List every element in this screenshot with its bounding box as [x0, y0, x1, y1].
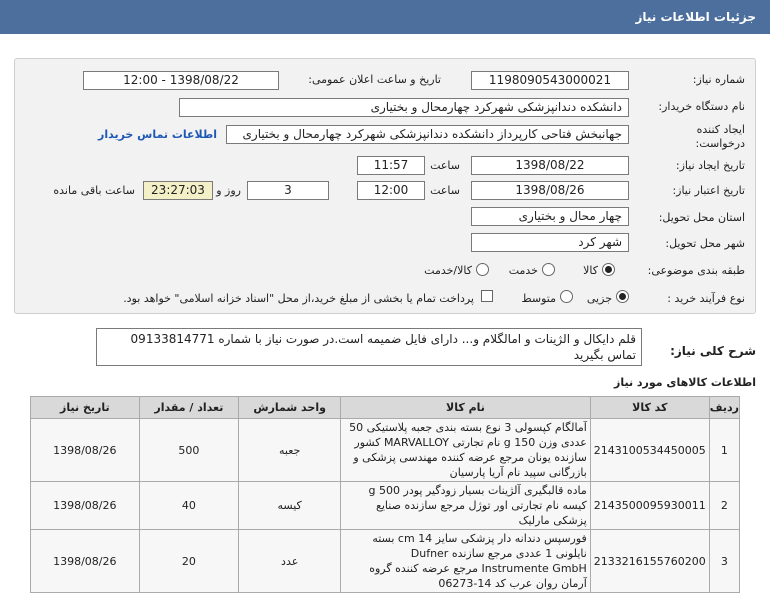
buyer-field: دانشکده دندانپزشکی شهرکرد چهارمحال و بختیاری — [179, 98, 629, 117]
creator-field: جهانبخش فتاحی کارپرداز دانشکده دندانپزشکی شهرکرد چهارمحال و بختیاری — [226, 125, 629, 144]
need-number-field: 1198090543000021 — [471, 71, 629, 90]
table-row — [31, 482, 740, 530]
page-title: جزئیات اطلاعات نیاز — [635, 10, 756, 24]
col-qty-header: تعداد / مقدار — [139, 397, 239, 419]
category-radio-goods[interactable] — [602, 263, 615, 276]
cell-row: 2 — [709, 482, 739, 530]
announce-field — [83, 71, 279, 90]
category-goods-service-label: کالا/خدمت — [424, 264, 472, 277]
buyer-contact-link[interactable]: اطلاعات تماس خریدار — [97, 128, 217, 141]
create-date-field: 1398/08/22 — [471, 156, 629, 175]
remaining-label: ساعت باقی مانده — [53, 184, 135, 197]
province-label: استان محل تحویل: — [658, 211, 745, 224]
validity-time-field: 12:00 — [357, 181, 425, 200]
cell-code: 2143500095930011 — [590, 482, 709, 530]
cell-code: 2133216155760200 — [590, 530, 709, 593]
create-time-label: ساعت — [430, 159, 460, 172]
remaining-time-field: 23:27:03 — [143, 181, 213, 200]
cell-date: 1398/08/26 — [31, 482, 140, 530]
need-details-panel — [14, 58, 756, 314]
col-name-header: نام کالا — [341, 397, 591, 419]
category-label: طبقه بندی موضوعی: — [647, 264, 745, 277]
cell-code: 2143100534450005 — [590, 419, 709, 482]
page-header — [0, 0, 770, 34]
table-row — [31, 419, 740, 482]
city-label: شهر محل تحویل: — [665, 237, 745, 250]
table-header-row — [31, 397, 740, 419]
treasury-checkbox[interactable] — [481, 290, 493, 302]
col-unit-header: واحد شمارش — [239, 397, 341, 419]
cell-name: فورسپس دندانه دار پزشکی سایز 14 cm بسته نایلونی 1 عددی مرجع سازنده Dufner Instrumente GmbH مرجع عرضه کننده گروه آرمان روان عرب کد 14-06273 — [341, 530, 591, 593]
cell-date: 1398/08/26 — [31, 419, 140, 482]
description-box: قلم دایکال و الژینات و امالگلام و... دارای فایل ضمیمه است.در صورت نیاز با شماره 09133814771 تماس بگیرید — [96, 328, 642, 366]
cell-qty: 40 — [139, 482, 239, 530]
need-number-label: شماره نیاز: — [692, 73, 745, 86]
process-radio-minor[interactable] — [616, 290, 629, 303]
cell-row: 1 — [709, 419, 739, 482]
process-radio-medium[interactable] — [560, 290, 573, 303]
province-field: چهار محال و بختیاری — [471, 207, 629, 226]
items-section-title: اطلاعات کالاهای مورد نیاز — [614, 376, 756, 389]
validity-label: تاریخ اعتبار نیاز: — [672, 184, 745, 197]
city-field: شهر کرد — [471, 233, 629, 252]
cell-row: 3 — [709, 530, 739, 593]
process-label: نوع فرآیند خرید : — [667, 292, 745, 305]
create-date-label: تاریخ ایجاد نیاز: — [675, 159, 745, 172]
process-medium-label: متوسط — [521, 292, 556, 305]
cell-qty: 500 — [139, 419, 239, 482]
buyer-label: نام دستگاه خریدار: — [658, 100, 745, 113]
cell-unit: جعبه — [239, 419, 341, 482]
category-goods-label: کالا — [583, 264, 598, 277]
cell-qty: 20 — [139, 530, 239, 593]
category-radio-goods-service[interactable] — [476, 263, 489, 276]
col-date-header: تاریخ نیاز — [31, 397, 140, 419]
validity-date-field: 1398/08/26 — [471, 181, 629, 200]
col-code-header: کد کالا — [590, 397, 709, 419]
announce-value: 1398/08/22 - 12:00 — [123, 73, 239, 87]
category-service-label: خدمت — [508, 264, 538, 277]
process-minor-label: جزیی — [586, 292, 612, 305]
cell-unit: عدد — [239, 530, 341, 593]
table-row — [31, 530, 740, 593]
cell-name: ماده قالبگیری آلژینات بسیار زودگیر پودر 500 g کیسه نام تجارتی اور توژل مرجع سازنده صنایع پزشکی مارلیک — [341, 482, 591, 530]
validity-time-label: ساعت — [430, 184, 460, 197]
payment-note: پرداخت تمام یا بخشی از مبلغ خرید،از محل "اسناد خزانه اسلامی" خواهد بود. — [123, 292, 474, 305]
col-row-header: ردیف — [709, 397, 739, 419]
create-time-field: 11:57 — [357, 156, 425, 175]
announce-label: تاریخ و ساعت اعلان عمومی: — [308, 73, 441, 86]
description-label: شرح کلی نیاز: — [670, 344, 756, 358]
days-label: روز و — [216, 184, 241, 197]
items-table — [30, 396, 740, 593]
category-radio-service[interactable] — [542, 263, 555, 276]
days-field: 3 — [247, 181, 329, 200]
cell-name: آمالگام کپسولی 3 نوع بسته بندی جعبه پلاستیکی 50 عددی وزن 150 g نام تجارتی MARVALLOY کشور سازنده یونان مرجع عرضه کننده مهندسی پزشکی و بازرگانی سپید نام آریا پارسیان — [341, 419, 591, 482]
cell-date: 1398/08/26 — [31, 530, 140, 593]
cell-unit: کیسه — [239, 482, 341, 530]
creator-label: ایجاد کننده درخواست: — [695, 123, 745, 150]
